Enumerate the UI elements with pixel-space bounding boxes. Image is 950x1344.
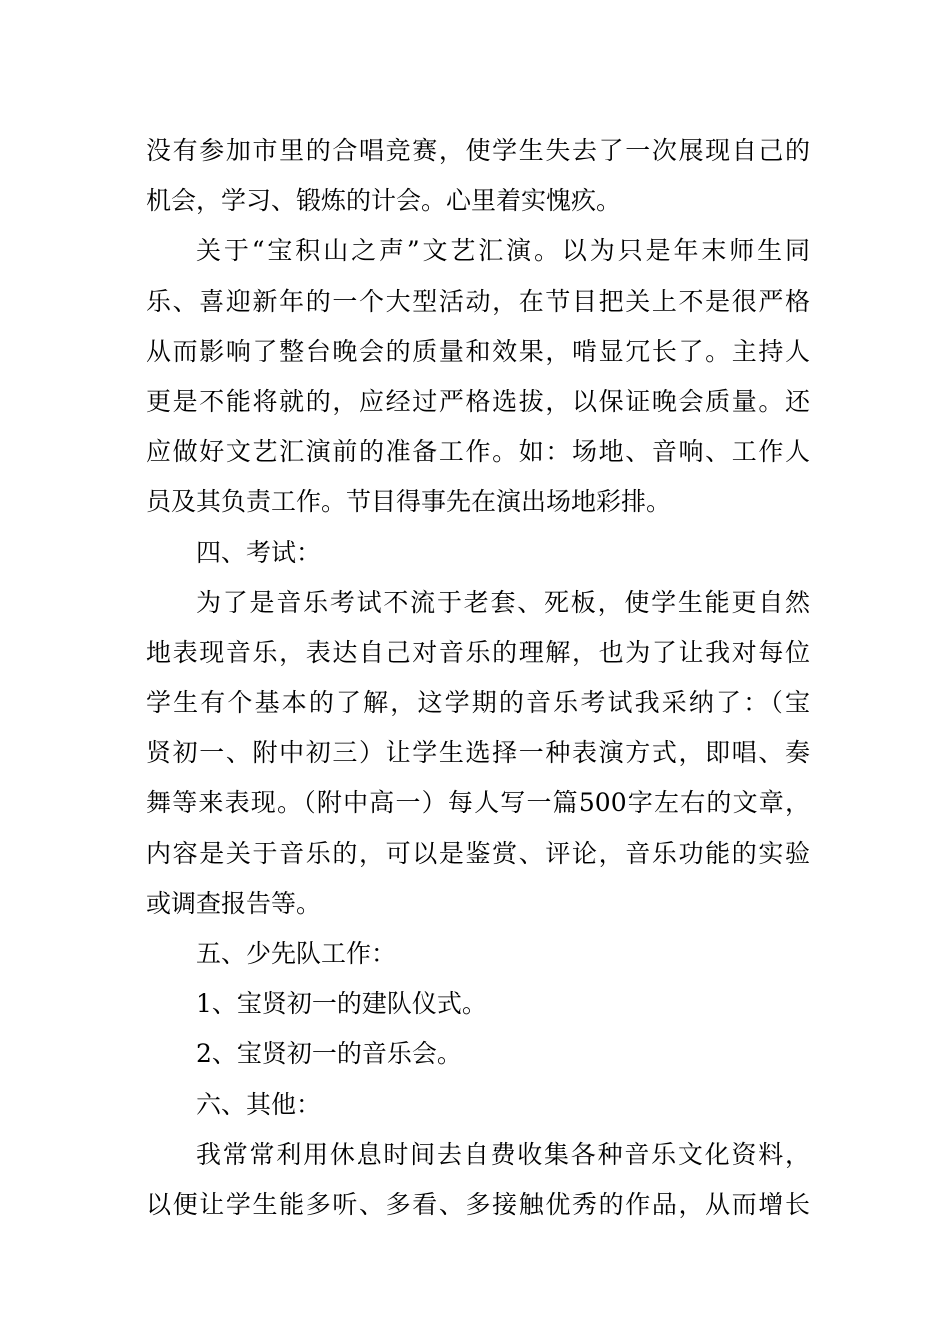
body-text (146, 126, 810, 1230)
text-line: 内容是关于音乐的，可以是鉴赏、评论，音乐功能的实验 (146, 838, 810, 868)
list-item: 1、宝贤初一的建队仪式。 (196, 989, 487, 1019)
text-line: 员及其负责工作。节目得事先在演出场地彩排。 (146, 487, 672, 517)
section-heading: 五、少先队工作： (196, 939, 397, 968)
text-line: 以便让学生能多听、多看、多接触优秀的作品，从而增长 (146, 1189, 810, 1219)
text-line: 为了是音乐考试不流于老套、死板，使学生能更自然 (196, 587, 810, 617)
text-line: 学生有个基本的了解，这学期的音乐考试我采纳了：（宝 (146, 688, 810, 718)
text-line: 应做好文艺汇演前的准备工作。如：场地、音响、工作人 (146, 437, 810, 467)
text-line: 贤初一、附中初三）让学生选择一种表演方式，即唱、奏 (146, 738, 810, 768)
section-heading: 四、考试： (196, 537, 322, 567)
text-line: 更是不能将就的，应经过严格选拔，以保证晚会质量。还 (146, 386, 810, 416)
text-line: 舞等来表现。（附中高一）每人写一篇500字左右的文章， (146, 788, 810, 818)
text-line: 关于“宝积山之声”文艺汇演。以为只是年末师生同 (196, 236, 810, 266)
list-item: 2、宝贤初一的音乐会。 (196, 1039, 462, 1069)
text-line: 没有参加市里的合唱竞赛，使学生失去了一次展现自己的 (146, 136, 810, 165)
text-line: 从而影响了整台晚会的质量和效果，啃显冗长了。主持人 (146, 336, 810, 366)
text-line: 或调查报告等。 (146, 888, 322, 918)
text-line: 机会，学习、锻炼的计会。心里着实愧疚。 (146, 186, 622, 216)
text-line: 乐、喜迎新年的一个大型活动，在节目把关上不是很严格 (146, 286, 810, 316)
text-line: 我常常利用休息时间去自费收集各种音乐文化资料， (196, 1139, 810, 1169)
section-heading: 六、其他： (196, 1089, 322, 1119)
text-line: 地表现音乐，表达自己对音乐的理解，也为了让我对每位 (146, 637, 810, 667)
